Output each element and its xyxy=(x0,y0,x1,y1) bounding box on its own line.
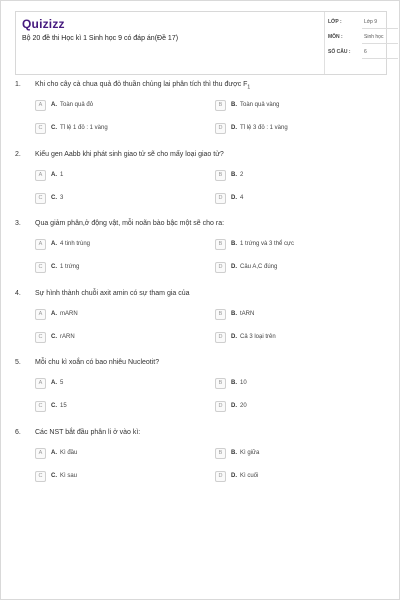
answer-option-c[interactable] xyxy=(35,123,205,134)
answer-option-b[interactable] xyxy=(215,378,385,389)
answer-checkbox[interactable]: D xyxy=(215,123,226,134)
answer-checkbox[interactable]: B xyxy=(215,170,226,181)
answer-option-c[interactable] xyxy=(35,193,205,204)
header-divider xyxy=(324,12,325,74)
answer-option-c[interactable] xyxy=(35,401,205,412)
quizizz-logo: Quizizz xyxy=(22,17,65,31)
answer-letter: D. xyxy=(231,194,237,201)
answer-text: 2 xyxy=(240,171,244,178)
answer-letter: D. xyxy=(231,125,237,131)
question-number: 2. xyxy=(15,150,21,158)
question-text xyxy=(35,151,224,158)
answer-option-d[interactable] xyxy=(215,123,385,134)
answer-letter: D. xyxy=(231,333,237,340)
meta-subject-label: MÔN : xyxy=(328,34,343,40)
answer-checkbox[interactable]: B xyxy=(215,448,226,459)
answer-option-a[interactable] xyxy=(35,170,205,181)
answer-text: Kì giữa xyxy=(240,449,260,456)
answer-option-d[interactable] xyxy=(215,332,385,343)
answer-text: Kì cuối xyxy=(240,472,259,479)
question-text xyxy=(35,81,250,90)
answer-checkbox[interactable]: C xyxy=(35,471,46,482)
question-number: 6. xyxy=(15,428,21,436)
answer-option-b[interactable] xyxy=(215,448,385,459)
answer-text: mARN xyxy=(60,310,78,317)
answer-checkbox[interactable]: A xyxy=(35,309,46,320)
answer-option-a[interactable] xyxy=(35,378,205,389)
answer-checkbox[interactable]: D xyxy=(215,332,226,343)
question-text xyxy=(35,429,140,436)
answer-option-b[interactable] xyxy=(215,309,385,320)
answer-text: Câu A,C đúng xyxy=(240,264,278,270)
answer-text: 15 xyxy=(60,403,67,409)
answer-option-d[interactable] xyxy=(215,471,385,482)
question-text-main: Sự hình thành chuỗi axit amin có sự tham gia của xyxy=(35,289,190,297)
answer-checkbox[interactable]: D xyxy=(215,471,226,482)
answer-checkbox[interactable]: D xyxy=(215,262,226,273)
question-text-main: Khi cho cây cà chua quả đỏ thuần chủng lai phân tích thì thu được F xyxy=(35,81,248,88)
answer-option-b[interactable] xyxy=(215,170,385,181)
answer-letter: A. xyxy=(51,310,57,317)
answer-option-a[interactable] xyxy=(35,239,205,250)
answer-option-a[interactable] xyxy=(35,448,205,459)
answer-text: Kì đầu xyxy=(60,449,78,456)
answer-checkbox[interactable]: A xyxy=(35,239,46,250)
answer-letter: A. xyxy=(51,102,57,108)
worksheet-title: Bộ 20 đề thi Học kì 1 Sinh học 9 có đáp án(Đề 17) xyxy=(22,35,179,42)
answer-text: 5 xyxy=(60,380,64,386)
answer-checkbox[interactable]: D xyxy=(215,193,226,204)
answer-checkbox[interactable]: A xyxy=(35,170,46,181)
answer-checkbox[interactable]: C xyxy=(35,401,46,412)
answer-text: 1 trứng xyxy=(60,264,80,270)
answer-checkbox[interactable]: C xyxy=(35,332,46,343)
answer-option-a[interactable] xyxy=(35,309,205,320)
answer-option-d[interactable] xyxy=(215,193,385,204)
meta-subject-line xyxy=(362,43,398,44)
question-text xyxy=(35,220,224,227)
meta-class-label: LỚP : xyxy=(328,19,342,25)
meta-count-label: SỐ CÂU : xyxy=(328,49,351,55)
answer-option-b[interactable] xyxy=(215,100,385,111)
answer-checkbox[interactable]: C xyxy=(35,123,46,134)
answer-letter: D. xyxy=(231,403,237,409)
answer-checkbox[interactable]: B xyxy=(215,239,226,250)
answer-checkbox[interactable]: B xyxy=(215,100,226,111)
answer-checkbox[interactable]: C xyxy=(35,262,46,273)
answer-option-c[interactable] xyxy=(35,262,205,273)
answer-text: Toàn quả vàng xyxy=(240,102,280,108)
question-text-main: Các NST bắt đầu phân li ở vào kì: xyxy=(35,428,141,436)
worksheet-header xyxy=(15,11,387,75)
answer-letter: A. xyxy=(51,380,57,386)
answer-letter: B. xyxy=(231,380,237,386)
answer-option-d[interactable] xyxy=(215,401,385,412)
meta-count-value: 6 xyxy=(364,49,367,55)
answer-text: 4 tinh trùng xyxy=(60,241,91,247)
question-text-main: Kiểu gen Aabb khi phát sinh giao tử sẽ cho mấy loại giao tử? xyxy=(35,150,224,158)
answer-text: 10 xyxy=(240,380,247,386)
answer-letter: C. xyxy=(51,472,57,479)
question-text xyxy=(35,290,190,297)
answer-letter: B. xyxy=(231,449,237,456)
answer-checkbox[interactable]: C xyxy=(35,193,46,204)
question-number: 1. xyxy=(15,81,21,88)
answer-text: rARN xyxy=(60,333,75,340)
meta-class-line xyxy=(362,28,398,29)
answer-checkbox[interactable]: A xyxy=(35,378,46,389)
question-number: 5. xyxy=(15,359,21,366)
question-text-subscript: 1 xyxy=(247,84,251,91)
answer-text: 1 trứng và 3 thể cực xyxy=(240,241,295,247)
answer-text: Kì sau xyxy=(60,472,78,479)
answer-option-a[interactable] xyxy=(35,100,205,111)
answer-letter: C. xyxy=(51,125,57,131)
question-text-main: Qua giảm phân,ở động vật, mỗi noãn bào bậc một sẽ cho ra: xyxy=(35,220,225,227)
answer-option-c[interactable] xyxy=(35,471,205,482)
answer-option-d[interactable] xyxy=(215,262,385,273)
answer-option-c[interactable] xyxy=(35,332,205,343)
answer-letter: C. xyxy=(51,403,57,409)
meta-count-line xyxy=(362,58,398,59)
answer-letter: B. xyxy=(231,102,237,108)
answer-text: Tỉ lệ 3 đỏ : 1 vàng xyxy=(240,125,288,131)
answer-letter: A. xyxy=(51,449,57,456)
answer-letter: C. xyxy=(51,194,57,201)
answer-letter: A. xyxy=(51,171,57,178)
answer-option-b[interactable] xyxy=(215,239,385,250)
answer-text: Tỉ lệ 1 đỏ : 1 vàng xyxy=(60,125,108,131)
answer-text: 3 xyxy=(60,194,64,201)
answer-checkbox[interactable]: B xyxy=(215,309,226,320)
answer-checkbox[interactable]: D xyxy=(215,401,226,412)
answer-text: 20 xyxy=(240,403,247,409)
question-number: 4. xyxy=(15,289,21,297)
answer-text: Cả 3 loại trên xyxy=(240,333,276,340)
answer-letter: D. xyxy=(231,472,237,479)
meta-subject-value: Sinh học xyxy=(364,34,384,40)
answer-text: 1 xyxy=(60,171,64,178)
answer-checkbox[interactable]: A xyxy=(35,448,46,459)
answer-text: Toàn quả đỏ xyxy=(60,102,94,108)
answer-checkbox[interactable]: A xyxy=(35,100,46,111)
question-text-main: Mỗi chu kì xoắn có bao nhiêu Nucleotit? xyxy=(35,359,160,366)
answer-letter: C. xyxy=(51,264,57,270)
answer-letter: D. xyxy=(231,264,237,270)
answer-text: 4 xyxy=(240,194,244,201)
question-text xyxy=(35,359,159,366)
question-number: 3. xyxy=(15,220,21,227)
answer-letter: C. xyxy=(51,333,57,340)
answer-text: tARN xyxy=(240,310,255,317)
answer-letter: B. xyxy=(231,171,237,178)
answer-checkbox[interactable]: B xyxy=(215,378,226,389)
answer-letter: B. xyxy=(231,310,237,317)
answer-letter: A. xyxy=(51,241,57,247)
answer-letter: B. xyxy=(231,241,237,247)
meta-class-value: Lớp 9 xyxy=(364,19,378,25)
